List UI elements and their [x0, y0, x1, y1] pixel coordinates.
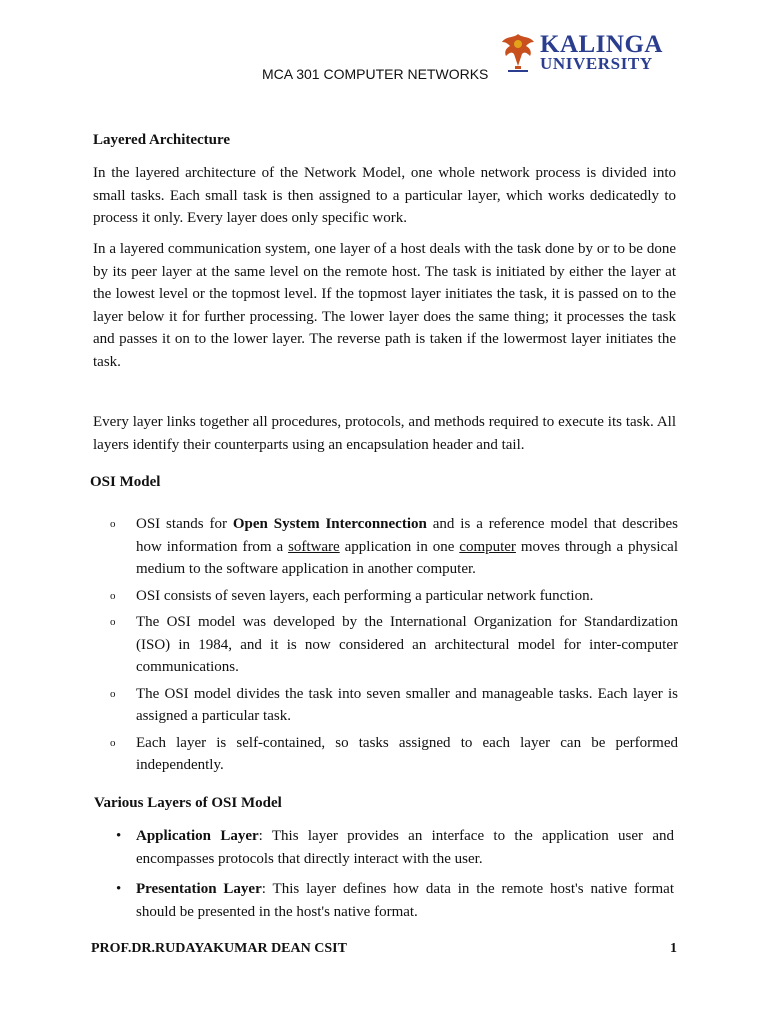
list-item	[110, 683, 678, 728]
footer-author: PROF.DR.RUDAYAKUMAR DEAN CSIT	[91, 941, 347, 956]
paragraph-layered-1: In the layered architecture of the Network Model, one whole network process is divided into small tasks. Each small task is then assigned to a particular layer, which works dedicatedly to process it only. Every layer does only specific work.	[93, 165, 676, 226]
logo-wordmark-kalinga: KALINGA	[540, 31, 663, 58]
bullet-marker: •	[116, 881, 122, 897]
computer-link[interactable]: computer	[459, 538, 516, 555]
logo-wordmark-university: UNIVERSITY	[540, 54, 653, 73]
list-item-text: moves through a physical medium to the software application in another computer.	[136, 538, 678, 577]
paragraph-layered-2: In a layered communication system, one layer of a host deals with the task done by or to be done by its peer layer at the same level on the remote host. The task is initiated by either the layer at the lowest level or the topmost level. If the topmost layer initiates the task, it is passed on to the layer below it for further processing. The lower layer does the same thing; it processes the task and passes it on to the lower layer. The reverse path is taken if the lowermost layer initiates the task.	[93, 241, 676, 370]
bullet-marker: o	[110, 589, 116, 602]
list-item	[110, 611, 678, 679]
list-item-text: The OSI model was developed by the International Organization for Standardization (ISO) in 1984, and it is now considered an architectural model for inter-computer communications.	[136, 614, 678, 675]
list-item-text: OSI consists of seven layers, each performing a particular network function.	[136, 587, 594, 604]
list-item	[110, 825, 674, 870]
list-item-text: Each layer is self-contained, so tasks assigned to each layer can be performed independently.	[136, 734, 678, 773]
layer-description: : This layer defines how data in the remote host's native format should be presented in the host's native format.	[136, 881, 674, 920]
list-item-text: application in one	[339, 538, 460, 555]
bullet-marker: o	[110, 518, 116, 530]
list-item-text: and is a reference model that describes how information from a	[136, 516, 678, 555]
bullet-marker: o	[110, 736, 116, 749]
bullet-marker: o	[110, 687, 116, 700]
layer-name: Presentation Layer	[136, 881, 262, 897]
list-item	[110, 732, 678, 777]
university-logo	[500, 30, 663, 76]
layer-name: Application Layer	[136, 828, 259, 844]
list-item	[110, 878, 674, 923]
osi-layers-list	[110, 825, 674, 931]
paragraph-layered-3: Every layer links together all procedures, protocols, and methods required to execute its task. All layers identify their counterparts using an encapsulation header and tail.	[93, 414, 676, 453]
footer-page-number: 1	[670, 941, 677, 956]
list-item-text: OSI stands for	[136, 516, 233, 532]
list-item	[110, 585, 678, 608]
section-title-osi-model: OSI Model	[90, 474, 161, 490]
osi-bullet-list	[110, 513, 678, 781]
software-link[interactable]: software	[288, 538, 340, 555]
section-title-osi-layers: Various Layers of OSI Model	[94, 795, 282, 811]
page-header-title: MCA 301 COMPUTER NETWORKS	[262, 66, 489, 82]
bold-term: Open System Interconnection	[232, 516, 427, 532]
layer-description: : This layer provides an interface to the application user and encompasses protocols that directly interact with the user.	[136, 828, 674, 867]
list-item-text: The OSI model divides the task into seven smaller and manageable tasks. Each layer is assigned a particular task.	[136, 685, 678, 724]
section-title-layered-architecture: Layered Architecture	[93, 132, 231, 148]
garuda-emblem-icon	[500, 30, 536, 74]
bullet-marker: •	[116, 828, 122, 844]
bullet-marker: o	[110, 616, 116, 628]
list-item	[110, 513, 678, 581]
